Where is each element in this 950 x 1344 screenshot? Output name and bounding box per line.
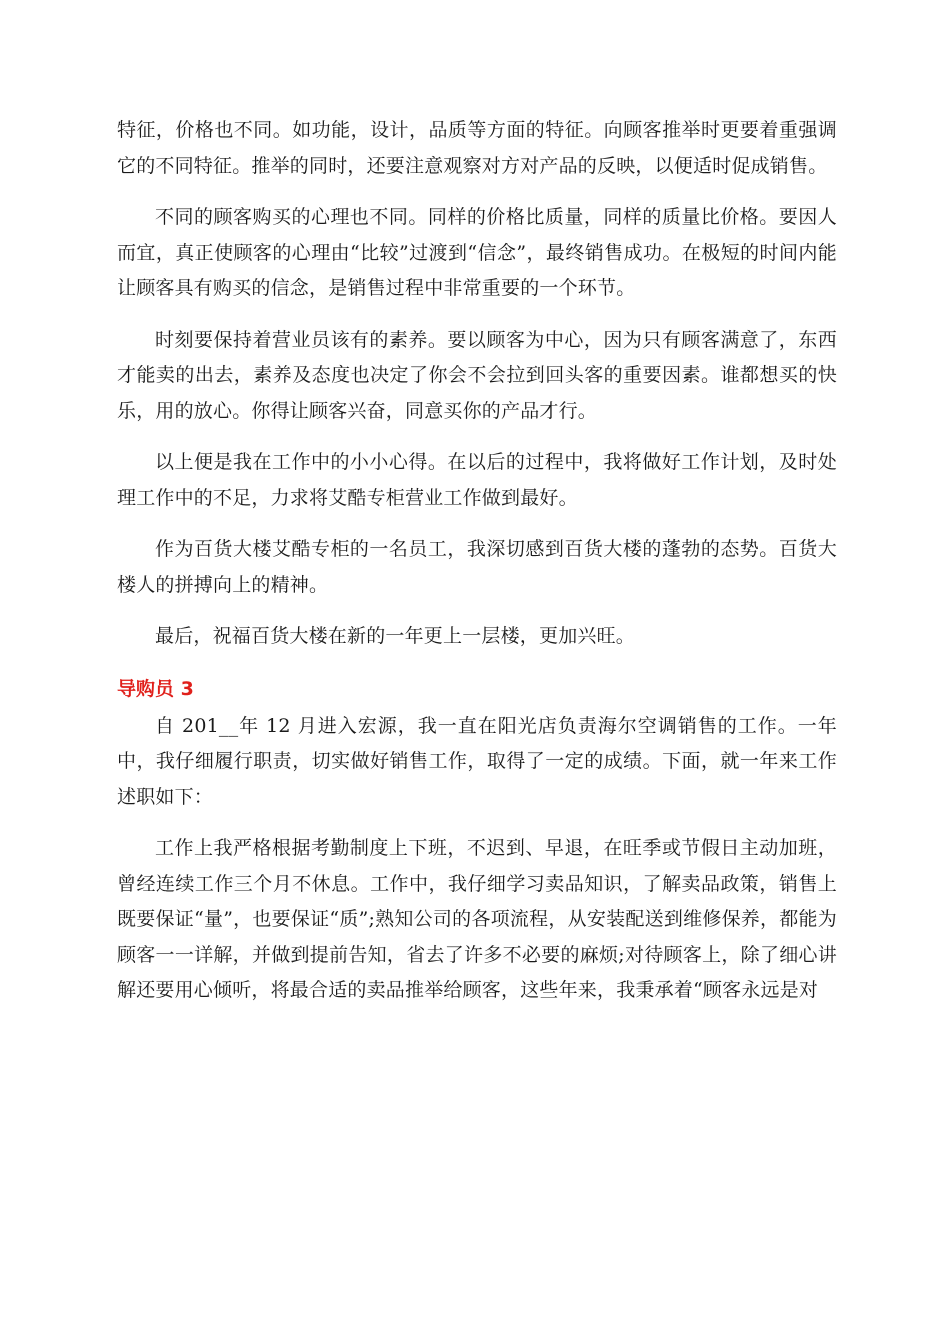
paragraph-closing-wishes: 最后，祝福百货大楼在新的一年更上一层楼，更加兴旺。 bbox=[155, 625, 636, 647]
paragraph-staff-quality: 时刻要保持着营业员该有的素养。要以顾客为中心，因为只有顾客满意了，东西才能卖的出去，素养及态度也决定了你会不会拉到回头客的重要因素。谁都想买的快乐，用的放心。你得让顾客兴奋，同意买你的产品才行。 bbox=[117, 328, 837, 422]
paragraph-work-intro: 自 201__年 12 月进入宏源，我一直在阳光店负责海尔空调销售的工作。一年中，我仔细履行职责，切实做好销售工作，取得了一定的成绩。下面，就一年来工作述职如下： bbox=[117, 714, 837, 808]
paragraph-customer-psychology: 不同的顾客购买的心理也不同。同样的价格比质量，同样的质量比价格。要因人而宜，真正使顾客的心理由“比较”过渡到“信念”，最终销售成功。在极短的时间内能让顾客具有购买的信念，是销售过程中非常重要的一个环节。 bbox=[117, 206, 837, 299]
paragraph-product-features: 特征，价格也不同。如功能，设计，品质等方面的特征。向顾客推举时更要着重强调它的不同特征。推举的同时，还要注意观察对方对产品的反映，以便适时促成销售。 bbox=[117, 119, 837, 177]
document-body bbox=[117, 113, 837, 1009]
section-heading: 导购员 3 bbox=[117, 677, 194, 700]
paragraph-work-details: 工作上我严格根据考勤制度上下班，不迟到、早退，在旺季或节假日主动加班，曾经连续工作三个月不休息。工作中，我仔细学习卖品知识，了解卖品政策，销售上既要保证“量”，也要保证“质”;熟知公司的各项流程，从安装配送到维修保养，都能为顾客一一详解，并做到提前告知，省去了许多不必要的麻烦;对待顾客上，除了细心讲解还要用心倾听，将最合适的卖品推举给顾客，这些年来，我秉承着“顾客永远是对 bbox=[117, 837, 837, 1001]
paragraph-employee-feeling: 作为百货大楼艾酷专柜的一名员工，我深切感到百货大楼的蓬勃的态势。百货大楼人的拼搏向上的精神。 bbox=[117, 538, 837, 596]
paragraph-summary: 以上便是我在工作中的小小心得。在以后的过程中，我将做好工作计划，及时处理工作中的不足，力求将艾酷专柜营业工作做到最好。 bbox=[117, 451, 837, 509]
